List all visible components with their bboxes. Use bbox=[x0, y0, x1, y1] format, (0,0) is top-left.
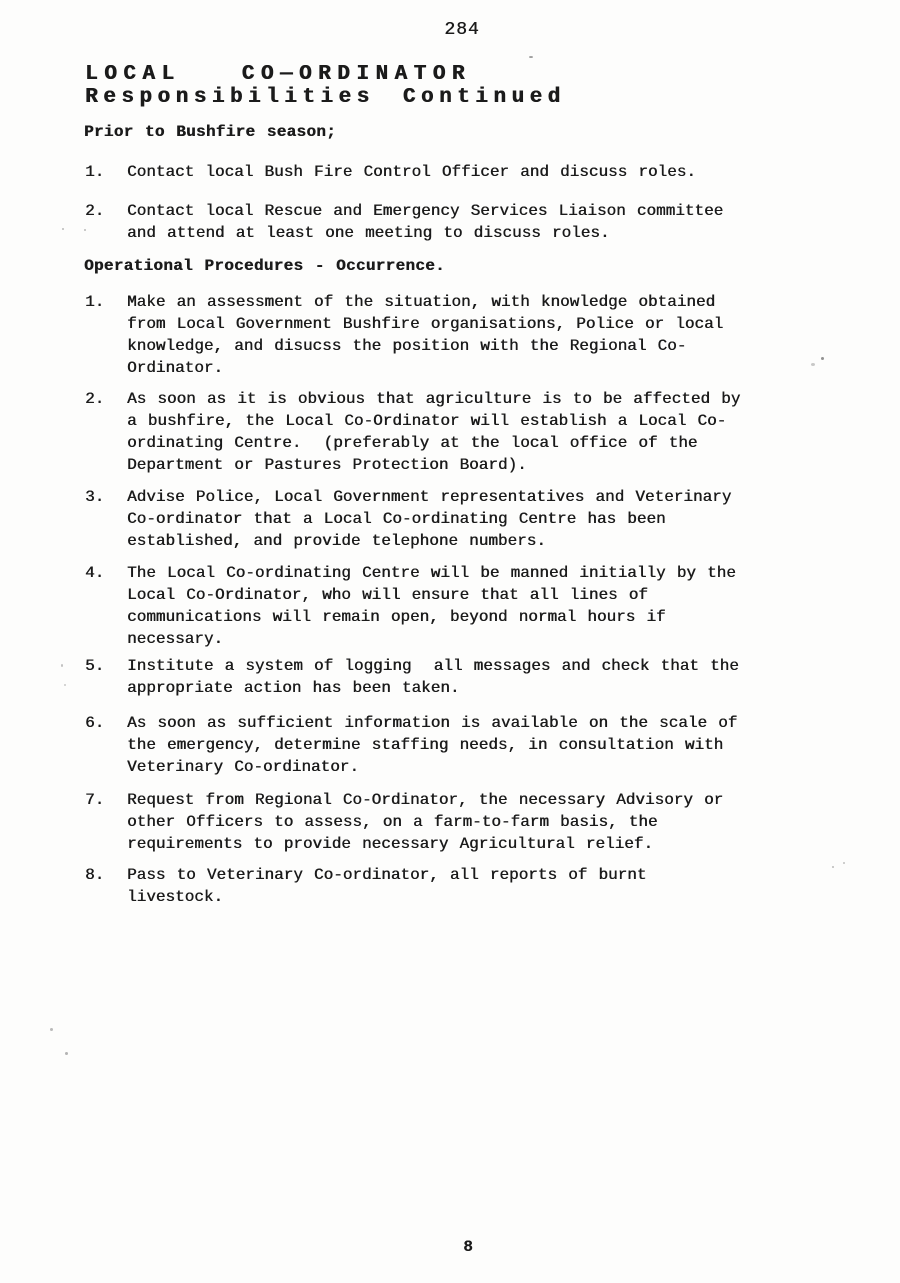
item-number: 2. bbox=[85, 202, 105, 220]
list-item bbox=[85, 789, 795, 855]
list-item bbox=[85, 655, 795, 699]
list-item bbox=[85, 562, 795, 650]
scan-speck bbox=[62, 228, 64, 230]
scan-speck bbox=[832, 866, 834, 868]
scan-speck bbox=[64, 684, 66, 686]
item-number: 5. bbox=[85, 657, 105, 675]
item-text: Contact local Rescue and Emergency Services Liaison committee and attend at least one meeting to discuss roles. bbox=[127, 202, 724, 242]
list-item bbox=[85, 388, 795, 476]
item-text: Contact local Bush Fire Control Officer and discuss roles. bbox=[127, 163, 696, 181]
document-title-line1: LOCAL CO—ORDINATOR bbox=[85, 63, 471, 86]
item-text: Pass to Veterinary Co-ordinator, all reports of burnt livestock. bbox=[127, 866, 647, 906]
scan-speck bbox=[65, 1052, 68, 1055]
list-item bbox=[85, 291, 795, 379]
item-text: Make an assessment of the situation, with knowledge obtained from Local Government Bushfire organisations, Police or local knowledge, and disucss the position with the Regional Co- Ordinator. bbox=[127, 293, 724, 377]
item-text: As soon as it is obvious that agriculture is to be affected by a bushfire, the Local Co-Ordinator will establish a Local Co- ordinating Centre. (preferably at the local office of the Department or Pastures Protection Board). bbox=[127, 390, 741, 474]
scan-speck bbox=[843, 862, 845, 864]
scan-speck bbox=[50, 1028, 53, 1031]
item-number: 3. bbox=[85, 488, 105, 506]
scan-speck bbox=[821, 357, 824, 360]
section-heading-prior: Prior to Bushfire season; bbox=[84, 123, 337, 141]
item-number: 6. bbox=[85, 714, 105, 732]
page-number-bottom: 8 bbox=[463, 1238, 473, 1256]
item-number: 2. bbox=[85, 390, 105, 408]
item-text: As soon as sufficient information is available on the scale of the emergency, determine staffing needs, in consultation with Veterinary Co-ordinator. bbox=[127, 714, 738, 776]
item-text: Institute a system of logging all messages and check that the appropriate action has been taken. bbox=[127, 657, 739, 697]
scan-speck bbox=[811, 363, 815, 366]
item-number: 4. bbox=[85, 564, 105, 582]
list-item bbox=[85, 161, 795, 183]
item-text: Request from Regional Co-Ordinator, the necessary Advisory or other Officers to assess, on a farm-to-farm basis, the requirements to provide necessary Agricultural relief. bbox=[127, 791, 724, 853]
list-item bbox=[85, 864, 795, 908]
item-text: Advise Police, Local Government representatives and Veterinary Co-ordinator that a Local Co-ordinating Centre has been established, and provide telephone numbers. bbox=[127, 488, 732, 550]
scan-speck bbox=[61, 664, 63, 667]
item-number: 8. bbox=[85, 866, 105, 884]
item-number: 7. bbox=[85, 791, 105, 809]
scan-speck bbox=[84, 229, 86, 231]
item-number: 1. bbox=[85, 293, 105, 311]
list-item bbox=[85, 486, 795, 552]
list-item bbox=[85, 200, 795, 244]
scan-speck bbox=[529, 56, 533, 58]
list-item bbox=[85, 712, 795, 778]
page-number-top: 284 bbox=[444, 20, 480, 40]
document-title-line2: Responsibilities Continued bbox=[85, 86, 566, 109]
item-number: 1. bbox=[85, 163, 105, 181]
item-text: The Local Co-ordinating Centre will be manned initially by the Local Co-Ordinator, who will ensure that all lines of communications will remain open, beyond normal hours if necessary. bbox=[127, 564, 736, 648]
section-heading-operational: Operational Procedures - Occurrence. bbox=[84, 257, 445, 275]
